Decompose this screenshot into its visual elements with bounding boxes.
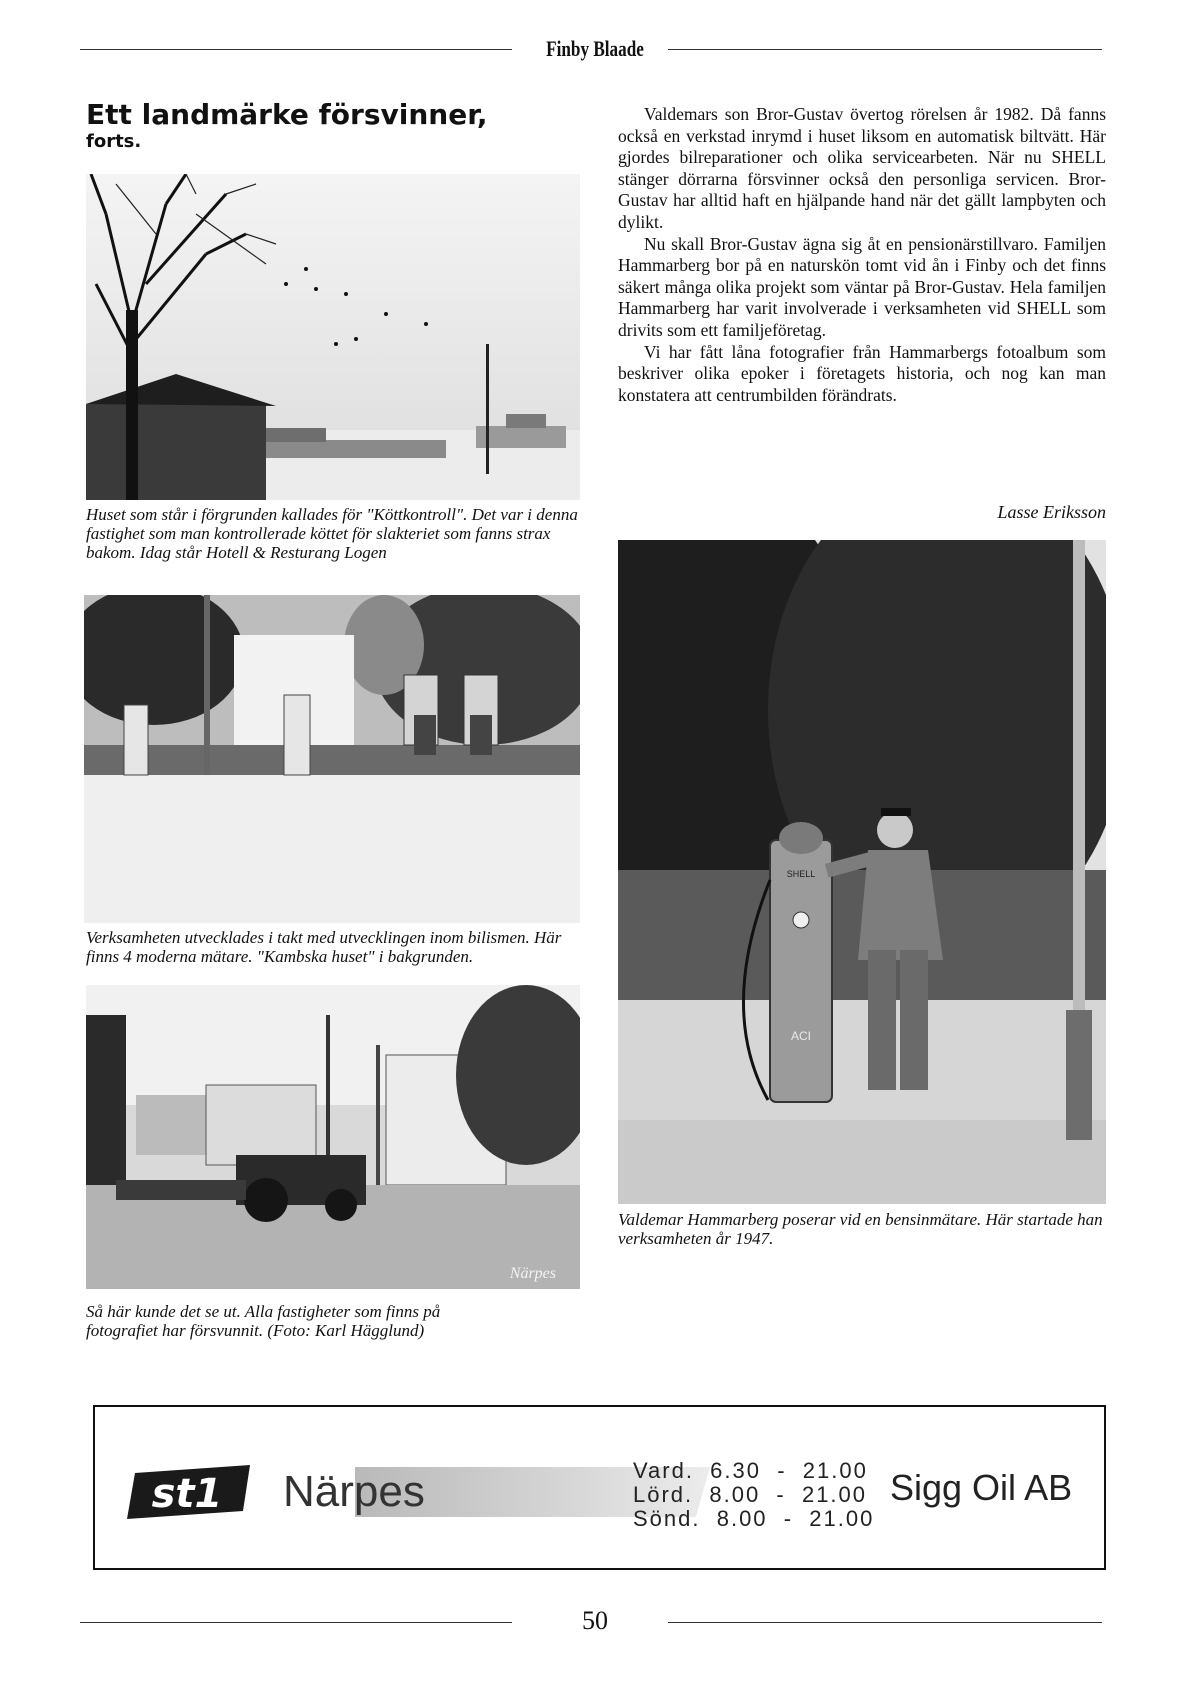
paragraph-1: Valdemars son Bror-Gustav övertog rörelsen år 1982. Då fanns också en verkstad inrymd i huset liksom en automatisk biltvätt. Här gjordes bilreparationer och olika servicearbeten. När nu SHELL stänger dörrarna försvinner också den personliga servicen. Bror-Gustav har alltid haft en hjälpande hand när det gällt lampbyten och dylikt. (618, 104, 1106, 232)
photo-four-pumps (84, 595, 580, 923)
street-illustration (86, 985, 580, 1289)
advertisement (93, 1405, 1106, 1570)
caption-photo-1: Huset som står i förgrunden kallades för "Köttkontroll". Det var i denna fastighet som man kontrollerade köttet för slakteriet som fanns strax bakom. Idag står Hotell & Resturang Logen (86, 505, 578, 562)
article-subtitle: forts. (86, 131, 142, 152)
man-at-pump-illustration (618, 540, 1106, 1204)
ad-opening-hours (633, 1459, 874, 1531)
ad-company: Sigg Oil AB (890, 1467, 1073, 1508)
article-title: Ett landmärke försvinner, (86, 98, 488, 131)
photo-valdemar-pump (618, 540, 1106, 1204)
paragraph-2: Nu skall Bror-Gustav ägna sig åt en pensionärstillvaro. Familjen Hammarberg bor på en naturskön tomt vid ån i Finby och det finns säkert många olika projekt som väntar på Bror-Gustav. Hela familjen Hammarberg har varit involverade i verksamheten vid SHELL som drivits som ett familjeföretag. (618, 233, 1106, 340)
header-rule-right (668, 49, 1102, 50)
publication-title: Finby Blaade (546, 36, 644, 61)
ad-hours-saturday: Lörd. 8.00 - 21.00 (633, 1482, 868, 1507)
caption-photo-3: Så här kunde det se ut. Alla fastigheter som finns på fotografiet har försvunnit. (Foto: Karl Hägglund) (86, 1302, 441, 1340)
ad-hours-weekday: Vard. 6.30 - 21.00 (633, 1458, 868, 1483)
pump-label-shell: SHELL (786, 869, 816, 879)
footer-rule-right (668, 1622, 1102, 1623)
pump-label-aci: ACI (790, 1029, 812, 1043)
photo-street-tractor (86, 985, 580, 1289)
caption-photo-2: Verksamheten utvecklades i takt med utvecklingen inom bilismen. Här finns 4 moderna mätare. "Kambska huset" i bakgrunden. (86, 928, 562, 966)
pumps-illustration (84, 595, 580, 923)
article-body (618, 104, 1106, 406)
st1-logo (125, 1463, 255, 1521)
photo-kottkontroll (86, 174, 580, 500)
photo-watermark: Närpes (509, 1265, 556, 1282)
winter-landscape-illustration (86, 174, 580, 500)
page-number: 50 (582, 1606, 608, 1635)
paragraph-3: Vi har fått låna fotografier från Hammarbergs fotoalbum som beskriver olika epoker i företagets historia, och nog kan man konstatera att centrumbilden förändrats. (618, 341, 1106, 405)
svg-text:st1: st1 (151, 1471, 223, 1517)
article-byline: Lasse Eriksson (997, 502, 1106, 522)
ad-hours-sunday: Sönd. 8.00 - 21.00 (633, 1506, 875, 1531)
ad-city: Närpes (283, 1467, 425, 1516)
caption-photo-4: Valdemar Hammarberg poserar vid en bensinmätare. Här startade han verksamheten år 1947. (618, 1210, 1103, 1248)
